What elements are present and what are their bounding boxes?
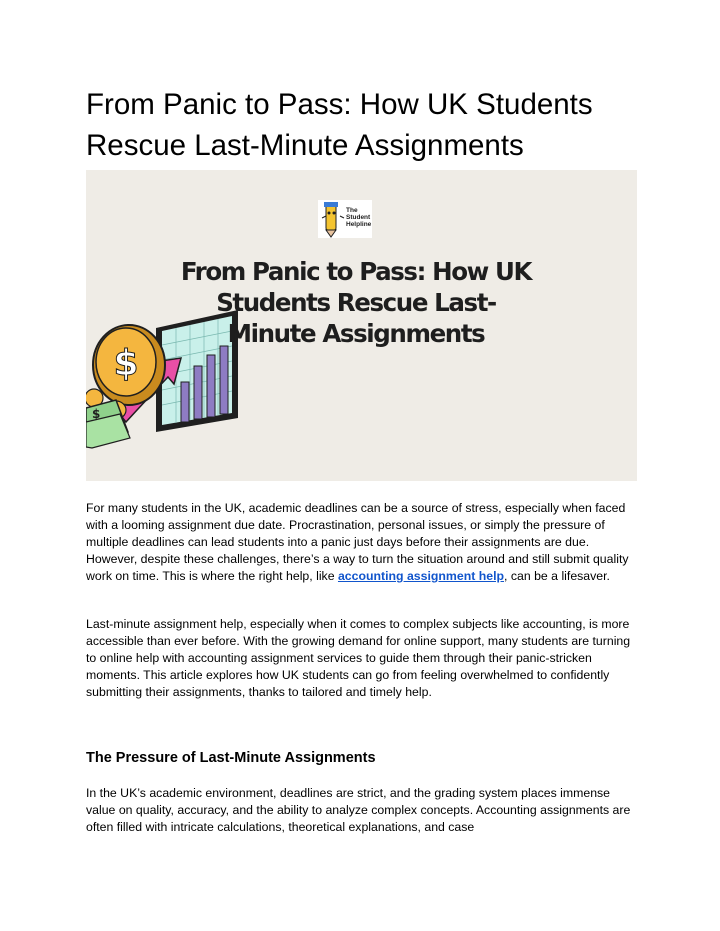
intro-text-end: , can be a lifesaver. xyxy=(504,569,610,583)
pencil-mascot-icon xyxy=(318,200,346,238)
banner-headline: From Panic to Pass: How UK Students Rescue Last-Minute Assignments xyxy=(180,257,532,348)
dollar-coin-icon xyxy=(93,325,165,405)
third-paragraph: In the UK’s academic environment, deadlines are strict, and the grading system places immense value on quality, accuracy, and the ability to analyze complex concepts. Accounting assignments are often filled with intricate calculations, theoretical explanations, and case xyxy=(86,786,631,834)
accounting-assignment-help-link[interactable]: accounting assignment help xyxy=(337,569,505,583)
logo-text: The Student Helpline xyxy=(346,207,372,228)
hero-banner-image xyxy=(86,170,637,481)
second-paragraph: Last-minute assignment help, especially when it comes to complex subjects like accounting, is more accessible than ever before. With the growing demand for online support, many students are turning to online help with accounting assignment services to guide them through their panic-stricken moments. This article explores how UK students can go from feeling overwhelmed to confidently submitting their assignments, thanks to tailored and timely help. xyxy=(86,617,631,699)
page-title: From Panic to Pass: How UK Students Rescue Last-Minute Assignments xyxy=(86,88,593,162)
svg-text:$: $ xyxy=(92,407,101,421)
section-heading: The Pressure of Last-Minute Assignments xyxy=(86,750,376,766)
svg-text:$: $ xyxy=(113,343,139,384)
intro-text: For many students in the UK, academic deadlines can be a source of stress, especially when faced with a looming assignment due date. Procrastination, personal issues, or simply the pressure of multiple deadlines can lead students into a panic just days before their assignments are due. However, despite these challenges, there’s a way to turn the situation around and still submit quality work on time. This is where the right help, like xyxy=(86,501,629,583)
logo xyxy=(318,200,372,238)
intro-paragraph xyxy=(86,500,642,585)
